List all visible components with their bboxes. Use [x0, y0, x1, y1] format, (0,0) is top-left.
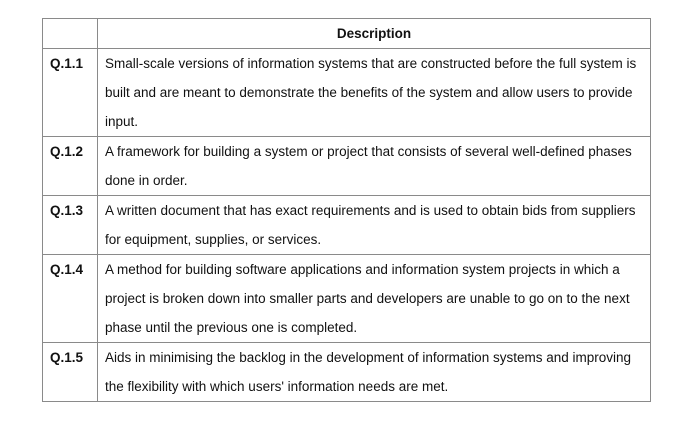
table-row — [43, 343, 651, 402]
table-row — [43, 137, 651, 196]
question-id: Q.1.1 — [43, 49, 98, 137]
table-header-row — [43, 19, 651, 49]
question-description: A framework for building a system or project that consists of several well-defined phases done in order. — [98, 137, 651, 196]
question-description: A method for building software applications and information system projects in which a project is broken down into smaller parts and developers are unable to go on to the next phase until the previous one is completed. — [98, 255, 651, 343]
question-id: Q.1.5 — [43, 343, 98, 402]
description-table — [42, 18, 651, 402]
question-description: Small-scale versions of information systems that are constructed before the full system is built and are meant to demonstrate the benefits of the system and allow users to provide input. — [98, 49, 651, 137]
table-row — [43, 49, 651, 137]
question-description: Aids in minimising the backlog in the development of information systems and improving the flexibility with which users' information needs are met. — [98, 343, 651, 402]
question-description: A written document that has exact requirements and is used to obtain bids from suppliers for equipment, supplies, or services. — [98, 196, 651, 255]
id-column-header — [43, 19, 98, 49]
question-id: Q.1.4 — [43, 255, 98, 343]
question-id: Q.1.2 — [43, 137, 98, 196]
table-row — [43, 255, 651, 343]
table-row — [43, 196, 651, 255]
question-id: Q.1.3 — [43, 196, 98, 255]
description-column-header: Description — [98, 19, 651, 49]
